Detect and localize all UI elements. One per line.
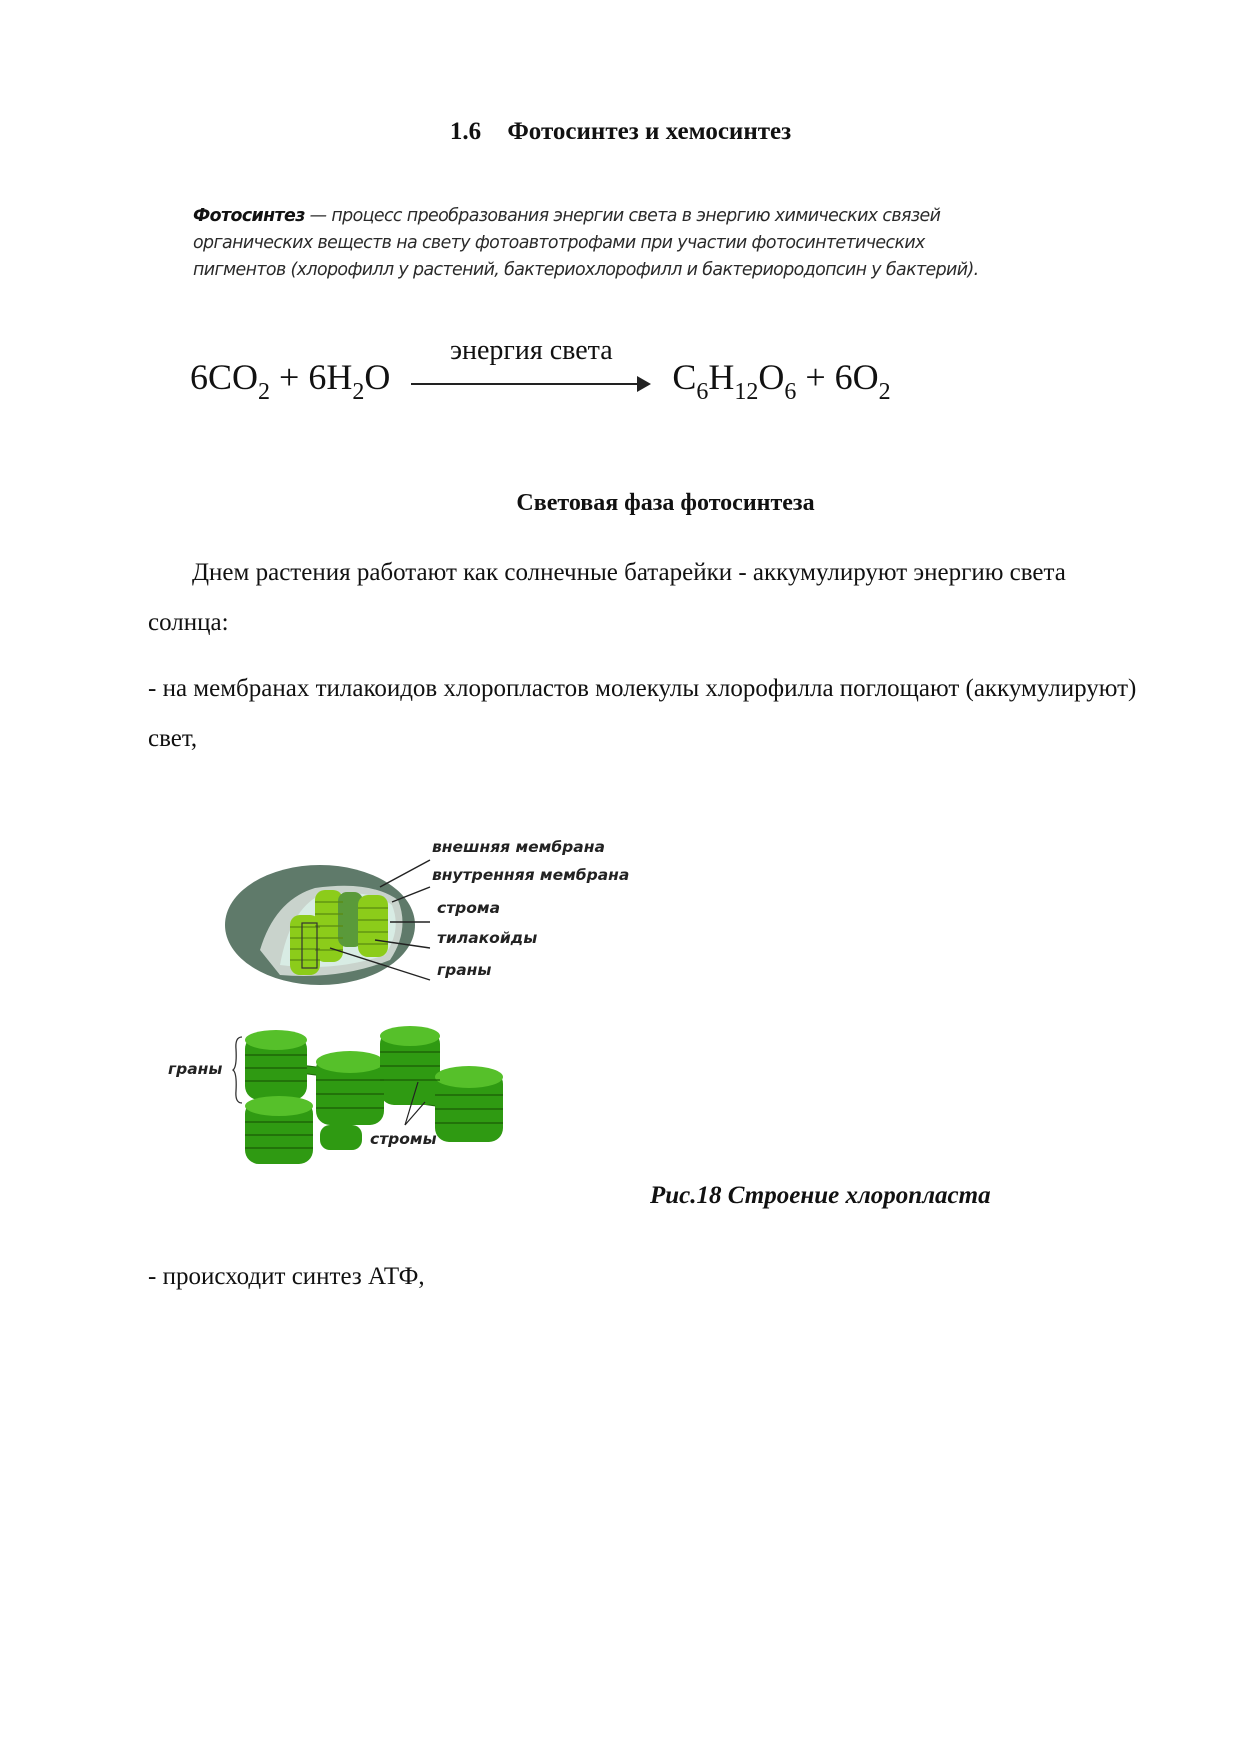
section-title: Фотосинтез и хемосинтез — [507, 118, 792, 145]
definition-term: Фотосинтез — [193, 206, 305, 226]
eq-sub: 6 — [784, 379, 797, 405]
eq-sub: 2 — [258, 379, 271, 405]
eq-sub: 2 — [878, 379, 891, 405]
eq-o: O — [758, 357, 785, 397]
eq-o2: 6O — [834, 357, 879, 397]
section-number: 1.6 — [449, 118, 482, 145]
eq-sub: 12 — [734, 379, 759, 405]
eq-co2: 6CO — [190, 357, 259, 397]
brace-icon — [232, 1035, 244, 1105]
eq-sub: 6 — [696, 379, 709, 405]
section-heading — [0, 118, 1241, 146]
chloroplast-diagram — [220, 830, 640, 1010]
eq-h2o-end: O — [364, 357, 391, 397]
granum-middle — [316, 1051, 384, 1125]
granum-right — [435, 1066, 503, 1142]
arrow-label: энергия света — [449, 334, 613, 366]
granum-small — [320, 1125, 362, 1150]
granum-left-top — [245, 1030, 307, 1100]
label-thylakoids: тилакойды — [437, 929, 538, 947]
eq-plus: + — [796, 357, 835, 397]
label-stroma-lamellae: стромы — [370, 1130, 437, 1148]
subheading: Световая фаза фотосинтеза — [516, 490, 815, 516]
label-stroma: строма — [437, 899, 501, 917]
definition-block — [193, 203, 1003, 284]
eq-h2o: 6H — [308, 357, 353, 397]
granum-left-bottom — [245, 1096, 313, 1164]
eq-c: C — [672, 357, 697, 397]
figure-caption: Рис.18 Строение хлоропласта — [650, 1182, 991, 1209]
label-grana-stack: граны — [168, 1060, 223, 1078]
reaction-arrow — [411, 334, 651, 401]
photosynthesis-equation — [190, 334, 891, 406]
eq-plus: + — [270, 357, 309, 397]
arrow-line — [411, 383, 641, 385]
definition-text: — процесс преобразования энергии света в энергию химических связей органических веществ на свету фотоавтотрофами при участии фотосинтетических пигментов (хлорофилл у растений, бактериохлорофилл и бактериородопсин у бактерий). — [193, 206, 979, 280]
label-outer-membrane: внешняя мембрана — [432, 838, 605, 856]
paragraph: - происходит синтез АТФ, — [148, 1263, 425, 1290]
eq-sub: 2 — [352, 379, 365, 405]
eq-h: H — [708, 357, 735, 397]
arrow-head-icon — [637, 376, 651, 392]
paragraph: Днем растения работают как солнечные батарейки - аккумулируют энергию света солнца: — [148, 559, 1066, 636]
label-inner-membrane: внутренняя мембрана — [432, 866, 630, 884]
label-grana: граны — [437, 961, 492, 979]
paragraph: - на мембранах тилакоидов хлоропластов молекулы хлорофилла поглощают (аккумулируют) свет, — [148, 675, 1137, 752]
